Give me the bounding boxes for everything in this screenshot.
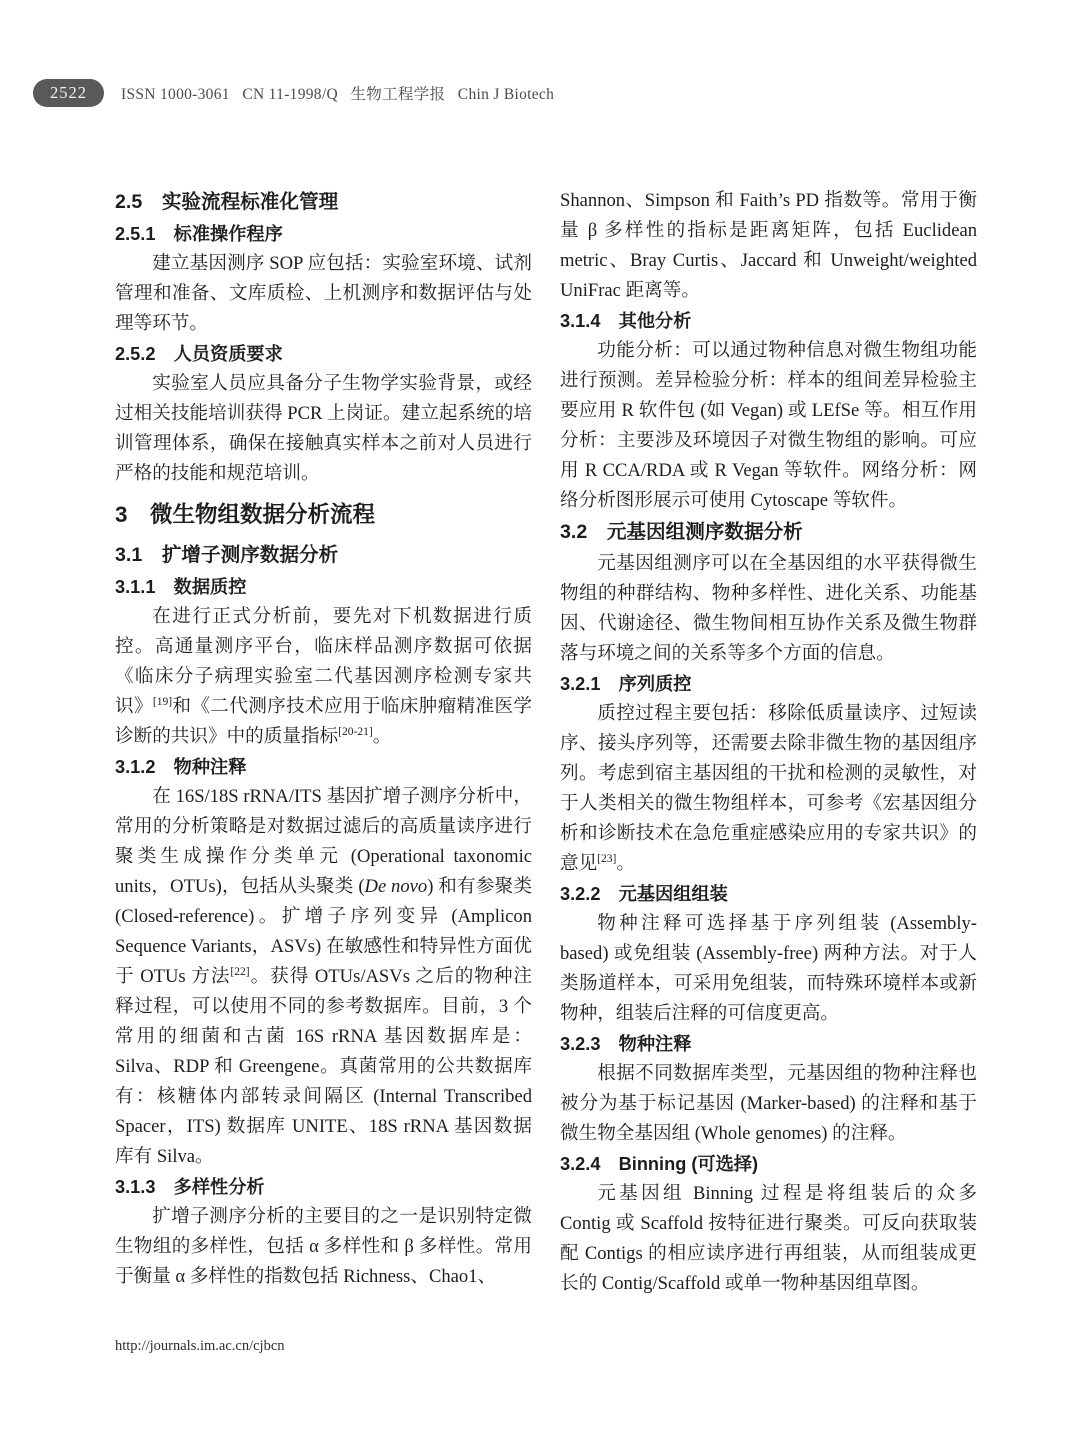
heading-3-1-3: 3.1.3 多样性分析 — [115, 1177, 265, 1197]
paragraph-3-1-3-continued: Shannon、Simpson 和 Faith’s PD 指数等。常用于衡量 β 多样性的指标是距离矩阵，包括 Euclidean metric、Bray Curtis、Jaccard 和 Unweight/weighted UniFrac 距离等。 — [560, 190, 977, 301]
paragraph-3-2-4: 元基因组 Binning 过程是将组装后的众多 Contig 或 Scaffold 按特征进行聚类。可反向获取装配 Contigs 的相应读序进行再组装，从而组装成更长的 Contig/Scaffold 或单一物种基因组草图。 — [560, 1183, 977, 1294]
paragraph-3-2-1: 质控过程主要包括：移除低质量读序、过短读序、接头序列等，还需要去除非微生物的基因组序列。考虑到宿主基因组的干扰和检测的灵敏性，对于人类相关的微生物组样本，可参考《宏基因组分析和诊断技术在急危重症感染应用的专家共识》的意见[23]。 — [560, 703, 977, 874]
page-footer — [115, 1338, 285, 1355]
heading-3-1: 3.1 扩增子测序数据分析 — [115, 544, 339, 566]
paragraph-2-5-1: 建立基因测序 SOP 应包括：实验室环境、试剂管理和准备、文库质检、上机测序和数据评估与处理等环节。 — [115, 253, 532, 334]
paragraph-3-1-1: 在进行正式分析前，要先对下机数据进行质控。高通量测序平台，临床样品测序数据可依据《临床分子病理实验室二代基因测序检测专家共识》[19]和《二代测序技术应用于临床肿瘤精准医学诊断的共识》中的质量指标[20-21]。 — [115, 606, 532, 747]
paragraph-3-2-3: 根据不同数据库类型，元基因组的物种注释也被分为基于标记基因 (Marker-based) 的注释和基于微生物全基因组 (Whole genomes) 的注释。 — [560, 1063, 977, 1144]
right-column — [560, 186, 977, 1299]
heading-3-1-4: 3.1.4 其他分析 — [560, 311, 692, 331]
heading-3-2: 3.2 元基因组测序数据分析 — [560, 521, 803, 543]
heading-3-1-1: 3.1.1 数据质控 — [115, 577, 247, 597]
heading-3-2-2: 3.2.2 元基因组组装 — [560, 884, 728, 904]
content-columns — [115, 186, 977, 1299]
journal-info-line: ISSN 1000-3061 CN 11-1998/Q 生物工程学报 Chin J Biotech — [121, 86, 555, 103]
heading-3-2-3: 3.2.3 物种注释 — [560, 1034, 692, 1054]
page-header — [33, 79, 554, 107]
heading-2-5: 2.5 实验流程标准化管理 — [115, 191, 339, 213]
page-number-badge — [33, 79, 104, 107]
heading-2-5-2: 2.5.2 人员资质要求 — [115, 344, 283, 364]
left-column — [115, 186, 532, 1299]
heading-3-2-1: 3.2.1 序列质控 — [560, 674, 692, 694]
page-number: 2522 — [50, 83, 87, 102]
heading-3: 3 微生物组数据分析流程 — [115, 502, 376, 527]
journal-url-link[interactable]: http://journals.im.ac.cn/cjbcn — [115, 1338, 285, 1354]
paragraph-2-5-2: 实验室人员应具备分子生物学实验背景，或经过相关技能培训获得 PCR 上岗证。建立起系统的培训管理体系，确保在接触真实样本之前对人员进行严格的技能和规范培训。 — [115, 373, 532, 484]
heading-2-5-1: 2.5.1 标准操作程序 — [115, 224, 283, 244]
paragraph-3-1-4: 功能分析：可以通过物种信息对微生物组功能进行预测。差异检验分析：样本的组间差异检验主要应用 R 软件包 (如 Vegan) 或 LEfSe 等。相互作用分析：主要涉及环境因子对微生物组的影响。可应用 R CCA/RDA 或 R Vegan 等软件。网络分析：网络分析图形展示可使用 Cytoscape 等软件。 — [560, 340, 977, 511]
paragraph-3-2-2: 物种注释可选择基于序列组装 (Assembly-based) 或免组装 (Assembly-free) 两种方法。对于人类肠道样本，可采用免组装，而特殊环境样本或新物种，组装后注释的可信度更高。 — [560, 913, 977, 1024]
heading-3-2-4: 3.2.4 Binning (可选择) — [560, 1154, 759, 1174]
paragraph-3-2: 元基因组测序可以在全基因组的水平获得微生物组的种群结构、物种多样性、进化关系、功能基因、代谢途径、微生物间相互协作关系及微生物群落与环境之间的关系等多个方面的信息。 — [560, 553, 977, 664]
paragraph-3-1-2: 在 16S/18S rRNA/ITS 基因扩增子测序分析中，常用的分析策略是对数据过滤后的高质量读序进行聚类生成操作分类单元 (Operational taxonomic units，OTUs)，包括从头聚类 (De novo) 和有参聚类 (Closed-reference)。扩增子序列变异 (Amplicon Sequence Variants，ASVs) 在敏感性和特异性方面优于 OTUs 方法[22]。获得 OTUs/ASVs 之后的物种注释过程，可以使用不同的参考数据库。目前，3 个常用的细菌和古菌 16S rRNA 基因数据库是：Silva、RDP 和 Greengene。真菌常用的公共数据库有：核糖体内部转录间隔区 (Internal Transcribed Spacer，ITS) 数据库 UNITE、18S rRNA 基因数据库有 Silva。 — [115, 786, 532, 1167]
heading-3-1-2: 3.1.2 物种注释 — [115, 757, 247, 777]
paragraph-3-1-3: 扩增子测序分析的主要目的之一是识别特定微生物组的多样性，包括 α 多样性和 β 多样性。常用于衡量 α 多样性的指数包括 Richness、Chao1、 — [115, 1206, 532, 1287]
